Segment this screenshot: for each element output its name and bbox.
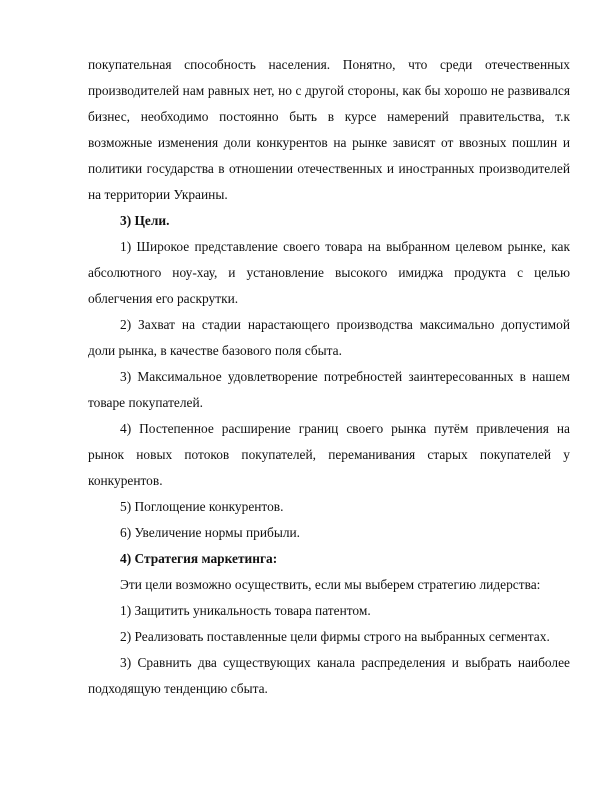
section-heading-goals: 3) Цели.: [120, 213, 170, 228]
goal-item-1: 1) Широкое представление своего товара на выбранном целевом рынке, как абсолютного ноу-хау, и установление высокого имиджа продукта с целью облегчения его раскрутки.: [88, 239, 570, 306]
goal-item-4: 4) Постепенное расширение границ своего рынка путём привлечения на рынок новых потоков покупателей, переманивания старых покупателей у конкурентов.: [88, 421, 570, 488]
section-heading-marketing-strategy: 4) Стратегия маркетинга:: [120, 551, 278, 566]
strategy-item-1: 1) Защитить уникальность товара патентом.: [120, 603, 371, 618]
goal-item-3: 3) Максимальное удовлетворение потребностей заинтересованных в нашем товаре покупателей.: [88, 369, 570, 410]
document-page: [88, 52, 570, 702]
strategy-intro: Эти цели возможно осуществить, если мы выберем стратегию лидерства:: [120, 577, 541, 592]
strategy-item-3: 3) Сравнить два существующих канала распределения и выбрать наиболее подходящую тенденцию сбыта.: [88, 655, 570, 696]
goal-item-2: 2) Захват на стадии нарастающего производства максимально допустимой доли рынка, в качестве базового поля сбыта.: [88, 317, 570, 358]
goal-item-5: 5) Поглощение конкурентов.: [120, 499, 284, 514]
paragraph-intro-continuation: покупательная способность населения. Понятно, что среди отечественных производителей нам равных нет, но с другой стороны, как бы хорошо не развивался бизнес, необходимо постоянно быть в курсе намерений правительства, т.к возможные изменения доли конкурентов на рынке зависят от ввозных пошлин и политики государства в отношении отечественных и иностранных производителей на территории Украины.: [88, 57, 570, 202]
strategy-item-2: 2) Реализовать поставленные цели фирмы строго на выбранных сегментах.: [120, 629, 550, 644]
goal-item-6: 6) Увеличение нормы прибыли.: [120, 525, 301, 540]
